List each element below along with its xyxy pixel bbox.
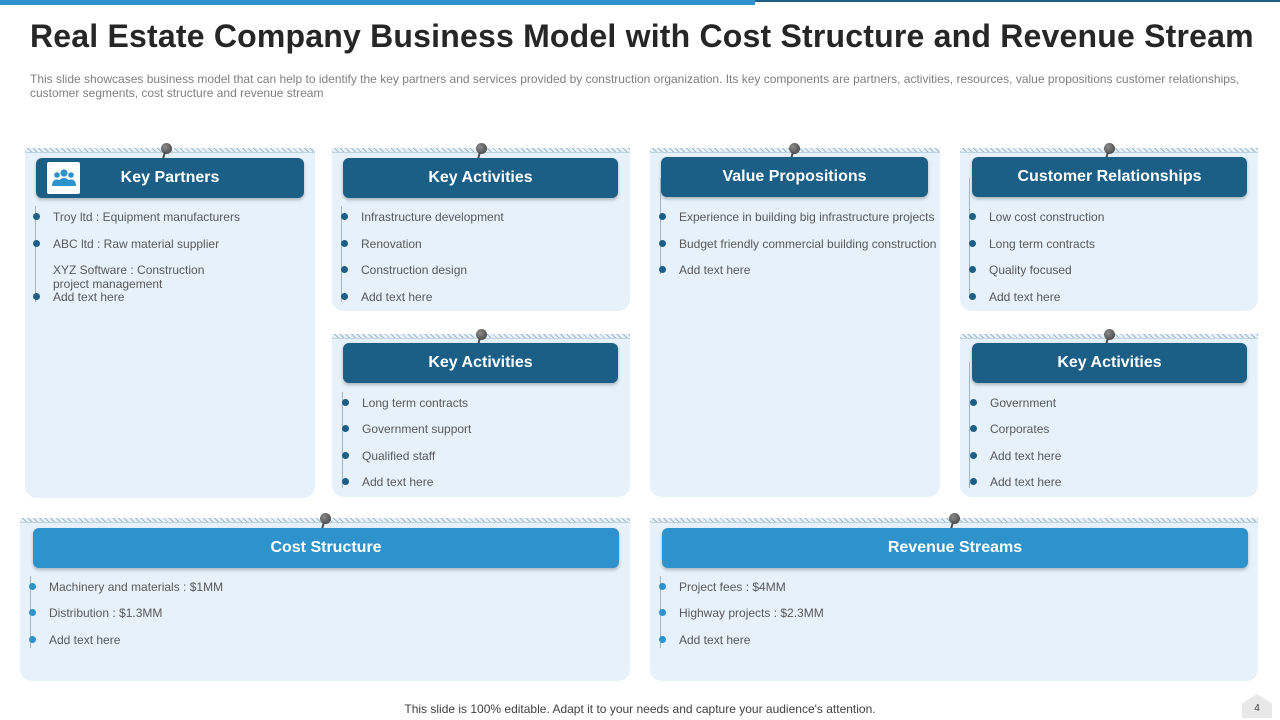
- bullet-dot: [341, 213, 348, 220]
- list-item: Add text here: [49, 633, 120, 647]
- bullet-dot: [659, 266, 666, 273]
- list-item: Distribution : $1.3MM: [49, 606, 162, 620]
- list-item: project management: [53, 277, 163, 291]
- value-propositions-title: Value Propositions: [722, 168, 867, 185]
- list-item: Quality focused: [989, 263, 1072, 277]
- list-item: Add text here: [53, 290, 124, 304]
- pin-icon: [1104, 329, 1115, 340]
- revenue-streams-header: [662, 528, 1248, 568]
- bullet-dot: [659, 609, 666, 616]
- bullet-dot: [33, 293, 40, 300]
- slide-footer: This slide is 100% editable. Adapt it to your needs and capture your audience's attention.: [404, 702, 876, 716]
- bullet-dot: [33, 213, 40, 220]
- bullet-dot: [342, 478, 349, 485]
- bullet-connector-line: [342, 392, 343, 488]
- bullet-dot: [969, 266, 976, 273]
- list-item: Government support: [362, 422, 471, 436]
- list-item: Construction design: [361, 263, 467, 277]
- key-activities-header: [343, 158, 618, 198]
- bullet-dot: [970, 425, 977, 432]
- list-item: Budget friendly commercial building construction: [679, 237, 936, 251]
- key-activities-header: [972, 343, 1247, 383]
- key-activities-card: [332, 148, 630, 311]
- bullet-connector-line: [341, 206, 342, 302]
- bullet-dot: [969, 293, 976, 300]
- list-item: Add text here: [990, 475, 1061, 489]
- bullet-dot: [970, 452, 977, 459]
- bullet-dot: [341, 266, 348, 273]
- pin-icon: [949, 513, 960, 524]
- bullet-dot: [342, 425, 349, 432]
- list-item: Renovation: [361, 237, 422, 251]
- list-item: Low cost construction: [989, 210, 1104, 224]
- list-item: Long term contracts: [989, 237, 1095, 251]
- list-item: Add text here: [989, 290, 1060, 304]
- customer-relationships-header: [972, 157, 1247, 197]
- slide-title: Real Estate Company Business Model with Cost Structure and Revenue Stream: [30, 18, 1254, 54]
- list-item: Infrastructure development: [361, 210, 504, 224]
- bullet-dot: [659, 213, 666, 220]
- value-propositions-card: [650, 148, 940, 497]
- bullet-dot: [33, 240, 40, 247]
- list-item: XYZ Software : Construction: [53, 263, 205, 277]
- pin-icon: [320, 513, 331, 524]
- bullet-connector-line: [35, 206, 36, 302]
- key-activities-header: [343, 343, 618, 383]
- bullet-dot: [341, 240, 348, 247]
- customer-relationships-card: [960, 148, 1258, 311]
- cost-structure-header: [33, 528, 619, 568]
- bullet-connector-line: [969, 178, 970, 298]
- people-group-icon: [47, 162, 80, 194]
- list-item: Add text here: [990, 449, 1061, 463]
- revenue-streams-title: Revenue Streams: [887, 539, 1023, 556]
- bullet-dot: [29, 609, 36, 616]
- pin-icon: [1104, 143, 1115, 154]
- list-item: Long term contracts: [362, 396, 468, 410]
- bullet-dot: [342, 399, 349, 406]
- key-partners-card: [25, 148, 315, 498]
- key-activities-title: Key Activities: [1057, 354, 1162, 371]
- list-item: ABC ltd : Raw material supplier: [53, 237, 219, 251]
- cost-structure-title: Cost Structure: [270, 539, 382, 556]
- list-item: Qualified staff: [362, 449, 435, 463]
- pin-icon: [161, 143, 172, 154]
- revenue-streams-card: [650, 518, 1258, 681]
- list-item: Add text here: [679, 633, 750, 647]
- top-accent-bar: [0, 0, 755, 5]
- list-item: Add text here: [679, 263, 750, 277]
- page-number-badge: [1242, 694, 1272, 718]
- key-activities-title: Key Activities: [428, 354, 533, 371]
- cost-structure-card: [20, 518, 630, 681]
- key-partners-title: Key Partners: [120, 169, 220, 186]
- bullet-connector-line: [660, 178, 661, 274]
- bullet-dot: [659, 240, 666, 247]
- key-partners-header: [36, 158, 304, 198]
- list-item: Experience in building big infrastructure projects: [679, 210, 934, 224]
- key-activities-card-2: [332, 334, 630, 497]
- customer-relationships-title: Customer Relationships: [1017, 168, 1202, 185]
- value-propositions-header: [661, 157, 928, 197]
- list-item: Government: [990, 396, 1056, 410]
- key-activities-title: Key Activities: [428, 169, 533, 186]
- bullet-dot: [970, 478, 977, 485]
- slide-subtitle: This slide showcases business model that can help to identify the key partners and services provided by construction organization. Its key components are partners, activities, resources, value propositions customer relationships, customer segments, cost structure and revenue stream: [30, 72, 1240, 100]
- bullet-dot: [29, 583, 36, 590]
- list-item: Highway projects : $2.3MM: [679, 606, 824, 620]
- pin-icon: [476, 329, 487, 340]
- bullet-dot: [659, 583, 666, 590]
- pin-icon: [476, 143, 487, 154]
- key-activities-card-3: [960, 334, 1258, 497]
- bullet-dot: [341, 293, 348, 300]
- bullet-dot: [969, 213, 976, 220]
- list-item: Troy ltd : Equipment manufacturers: [53, 210, 240, 224]
- list-item: Project fees : $4MM: [679, 580, 786, 594]
- list-item: Add text here: [362, 475, 433, 489]
- pin-icon: [789, 143, 800, 154]
- page-number: 4: [1254, 703, 1260, 714]
- bullet-dot: [969, 240, 976, 247]
- bullet-dot: [659, 636, 666, 643]
- list-item: Add text here: [361, 290, 432, 304]
- bullet-dot: [970, 399, 977, 406]
- bullet-dot: [342, 452, 349, 459]
- list-item: Machinery and materials : $1MM: [49, 580, 223, 594]
- bullet-dot: [29, 636, 36, 643]
- bullet-connector-line: [969, 362, 970, 488]
- list-item: Corporates: [990, 422, 1049, 436]
